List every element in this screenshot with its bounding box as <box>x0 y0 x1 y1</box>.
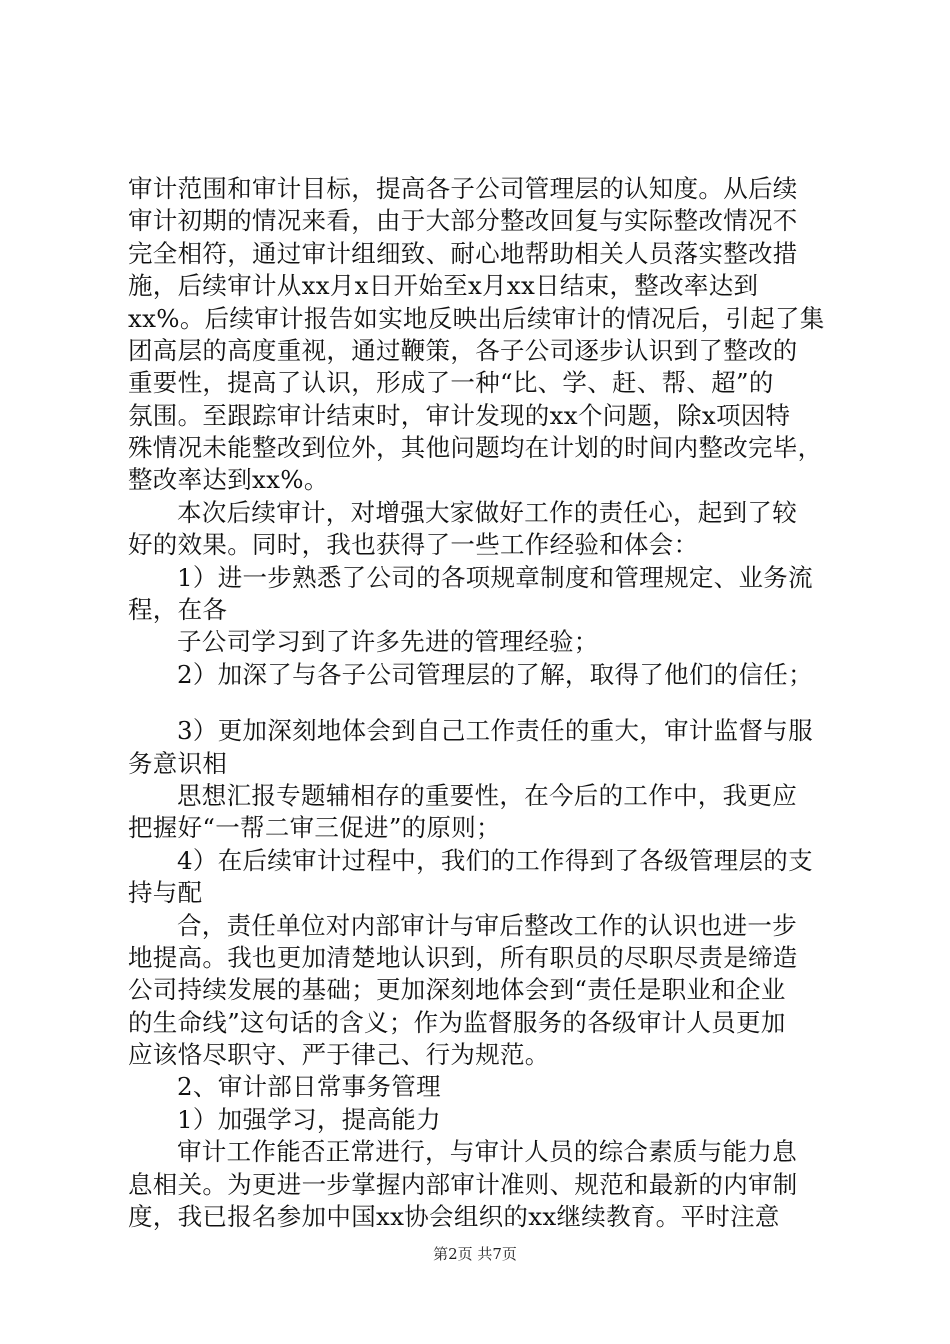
body-line-18: 务意识相 <box>128 749 228 778</box>
body-line-17: 3）更加深刻地体会到自己工作责任的重大，审计监督与服 <box>177 716 813 745</box>
body-line-2: 审计初期的情况来看，由于大部分整改回复与实际整改情况不 <box>128 206 798 235</box>
body-line-8: 氛围。至跟踪审计结束时，审计发现的xx个问题，除x项因特 <box>128 401 791 430</box>
body-line-10: 整改率达到xx%。 <box>128 465 329 494</box>
body-line-30: 审计工作能否正常进行，与审计人员的综合素质与能力息 <box>177 1137 797 1166</box>
body-line-19: 思想汇报专题辅相存的重要性，在今后的工作中，我更应 <box>177 781 797 810</box>
body-line-4: 施，后续审计从xx月x日开始至x月xx日结束，整改率达到 <box>128 271 759 300</box>
body-line-16: 2）加深了与各子公司管理层的了解，取得了他们的信任； <box>177 660 813 689</box>
body-line-9: 殊情况未能整改到位外，其他问题均在计划的时间内整改完毕， <box>128 433 823 462</box>
body-line-1: 审计范围和审计目标，提高各子公司管理层的认知度。从后续 <box>128 174 798 203</box>
body-line-26: 的生命线”这句话的含义；作为监督服务的各级审计人员更加 <box>128 1008 786 1037</box>
body-line-5: xx%。后续审计报告如实地反映出后续审计的情况后，引起了集 <box>128 304 825 333</box>
body-line-27: 应该恪尽职守、严于律己、行为规范。 <box>128 1040 550 1069</box>
body-line-12: 好的效果。同时，我也获得了一些工作经验和体会： <box>128 530 699 559</box>
body-line-25: 公司持续发展的基础；更加深刻地体会到“责任是职业和企业 <box>128 975 786 1004</box>
body-line-32: 度，我已报名参加中国xx协会组织的xx继续教育。平时注意 <box>128 1202 780 1231</box>
body-line-24: 地提高。我也更加清楚地认识到，所有职员的尽职尽责是缔造 <box>128 943 798 972</box>
body-line-31: 息相关。为更进一步掌握内部审计准则、规范和最新的内审制 <box>128 1170 798 1199</box>
page-number-footer: 第2页 共7页 <box>433 1245 517 1263</box>
body-line-28: 2、审计部日常事务管理 <box>177 1072 441 1101</box>
body-line-11: 本次后续审计，对增强大家做好工作的责任心，起到了较 <box>177 498 797 527</box>
body-line-21: 4）在后续审计过程中，我们的工作得到了各级管理层的支 <box>177 846 813 875</box>
body-line-22: 持与配 <box>128 878 203 907</box>
body-line-6: 团高层的高度重视，通过鞭策，各子公司逐步认识到了整改的 <box>128 336 798 365</box>
body-line-29: 1）加强学习，提高能力 <box>177 1105 441 1134</box>
body-line-3: 完全相符，通过审计组细致、耐心地帮助相关人员落实整改措 <box>128 239 798 268</box>
body-line-14: 程，在各 <box>128 595 228 624</box>
body-line-7: 重要性，提高了认识，形成了一种“比、学、赶、帮、超”的 <box>128 368 774 397</box>
body-line-20: 把握好“一帮二审三促进”的原则； <box>128 813 501 842</box>
body-line-13: 1）进一步熟悉了公司的各项规章制度和管理规定、业务流 <box>177 563 813 592</box>
body-line-23: 合，责任单位对内部审计与审后整改工作的认识也进一步 <box>177 911 797 940</box>
body-line-15: 子公司学习到了许多先进的管理经验； <box>177 627 599 656</box>
